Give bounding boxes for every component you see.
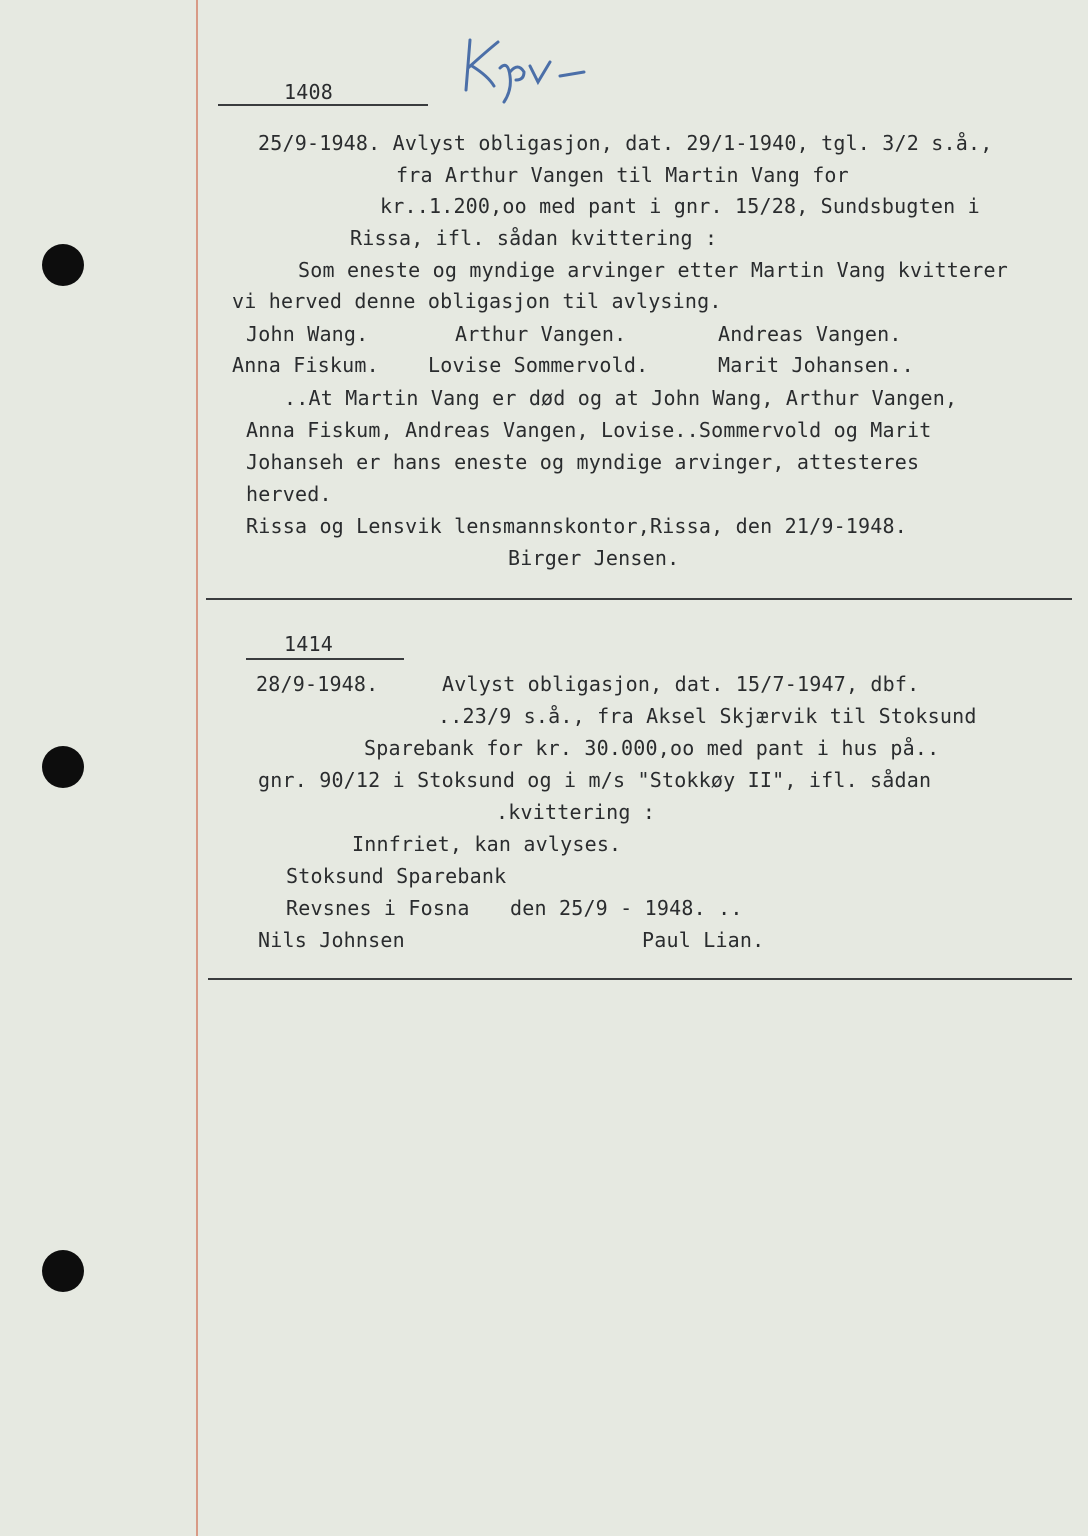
- entry-line: 25/9-1948. Avlyst obligasjon, dat. 29/1-1940, tgl. 3/2 s.å.,: [258, 131, 993, 155]
- signature-name: Andreas Vangen.: [718, 322, 902, 346]
- entry-line: Rissa, ifl. sådan kvittering :: [350, 226, 718, 250]
- punch-hole-top: [42, 244, 84, 286]
- entry-line: Johanseh er hans eneste og myndige arvinger, attesteres: [246, 450, 920, 474]
- entry-line: gnr. 90/12 i Stoksund og i m/s "Stokkøy II", ifl. sådan: [258, 768, 932, 792]
- signature-name: Arthur Vangen.: [455, 322, 627, 346]
- entry-line: den 25/9 - 1948. ..: [510, 896, 743, 920]
- signature-name: Anna Fiskum.: [232, 353, 379, 377]
- signature-name: Nils Johnsen: [258, 928, 405, 952]
- entry-line: vi herved denne obligasjon til avlysing.: [232, 289, 722, 313]
- entry-line: ..At Martin Vang er død og at John Wang, Arthur Vangen,: [284, 386, 958, 410]
- entry-line: Som eneste og myndige arvinger etter Martin Vang kvitterer: [298, 258, 1008, 282]
- signature-name: Birger Jensen.: [508, 546, 680, 570]
- entry-line: fra Arthur Vangen til Martin Vang for: [396, 163, 849, 187]
- signature-name: Marit Johansen..: [718, 353, 914, 377]
- signature-name: Lovise Sommervold.: [428, 353, 649, 377]
- entry-line: Revsnes i Fosna: [286, 896, 470, 920]
- entry-date: 28/9-1948.: [256, 672, 379, 696]
- entry-number-underline: [246, 658, 404, 660]
- entry-divider: [208, 978, 1072, 980]
- signature-name: John Wang.: [246, 322, 369, 346]
- punch-hole-bottom: [42, 1250, 84, 1292]
- signature-name: Paul Lian.: [642, 928, 765, 952]
- punch-hole-middle: [42, 746, 84, 788]
- entry-divider: [206, 598, 1072, 600]
- handwritten-initials: [458, 28, 598, 108]
- entry-line: Anna Fiskum, Andreas Vangen, Lovise..Sommervold og Marit: [246, 418, 932, 442]
- entry-line: Innfriet, kan avlyses.: [352, 832, 622, 856]
- entry-line: Rissa og Lensvik lensmannskontor,Rissa, den 21/9-1948.: [246, 514, 908, 538]
- red-margin-line: [196, 0, 198, 1536]
- entry-line: Sparebank for kr. 30.000,oo med pant i hus på..: [364, 736, 940, 760]
- entry-line: Avlyst obligasjon, dat. 15/7-1947, dbf.: [442, 672, 920, 696]
- entry-line: ..23/9 s.å., fra Aksel Skjærvik til Stoksund: [438, 704, 977, 728]
- entry-number-1414: 1414: [284, 632, 333, 656]
- entry-line: Stoksund Sparebank: [286, 864, 507, 888]
- entry-line: herved.: [246, 482, 332, 506]
- entry-number-1408: 1408: [284, 80, 333, 104]
- entry-number-underline: [218, 104, 428, 106]
- entry-line: .kvittering :: [496, 800, 656, 824]
- entry-line: kr..1.200,oo med pant i gnr. 15/28, Sundsbugten i: [380, 194, 980, 218]
